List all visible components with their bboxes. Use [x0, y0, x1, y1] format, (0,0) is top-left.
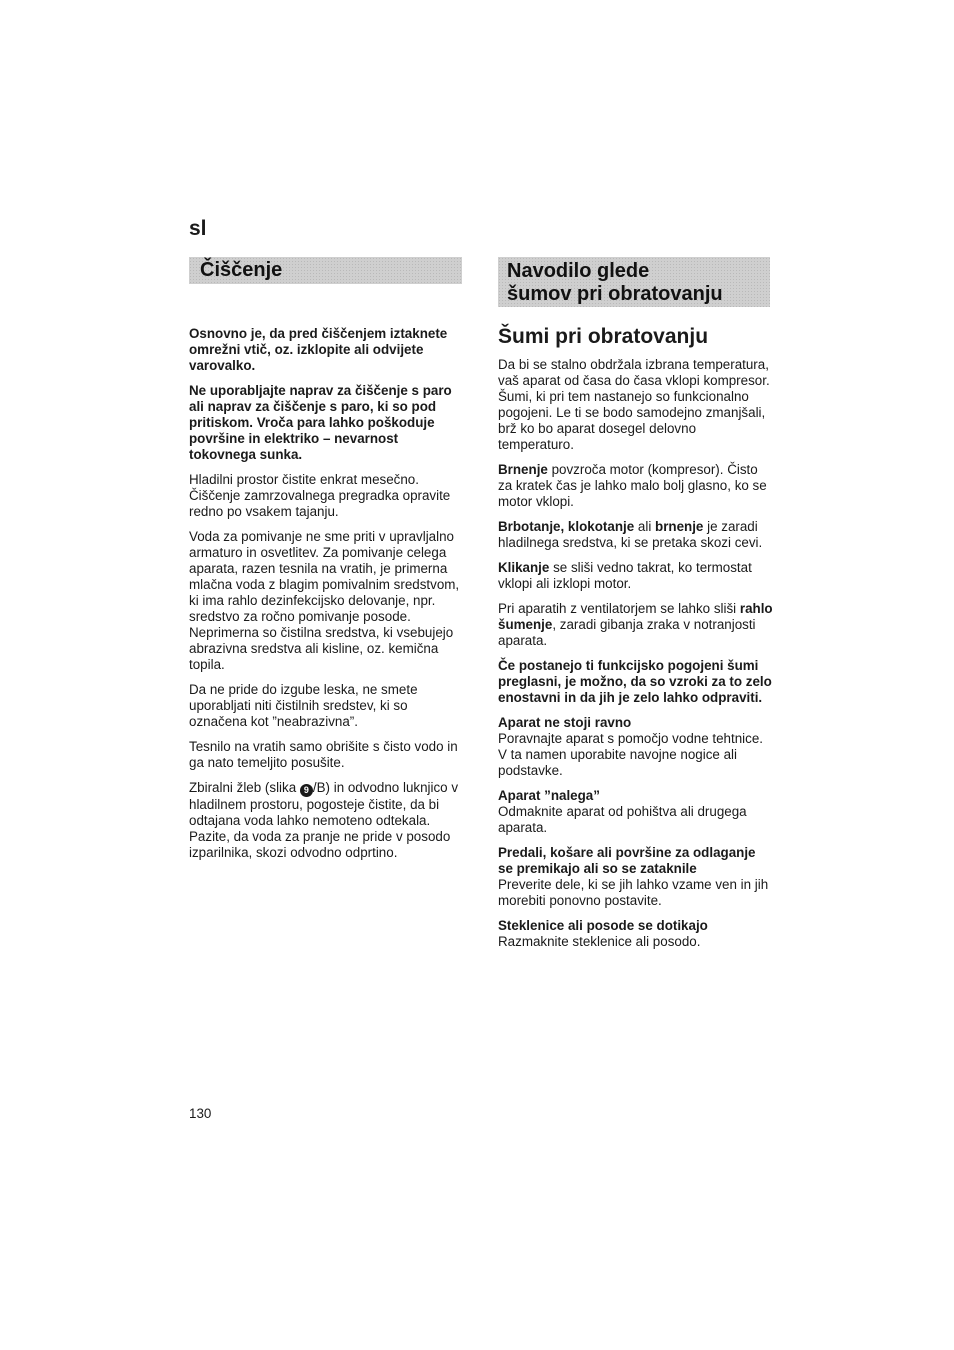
- subheading-operating-noise: Šumi pri obratovanju: [498, 325, 709, 348]
- section-heading-noise-line2: šumov pri obratovanju: [507, 283, 723, 305]
- cause-drawers: [498, 845, 773, 909]
- paragraph-gloss: Da ne pride do izgube leska, ne smete uporabljati niti čistilnih sredstev, ki so označena kot ”neabrazivna”.: [189, 682, 418, 729]
- cause-bottles: [498, 918, 773, 950]
- cause-title: Aparat ne stoji ravno: [498, 715, 632, 730]
- left-column: [189, 326, 464, 870]
- gurgling-text-1: ali: [634, 519, 656, 534]
- figure-number-icon: 9: [300, 784, 313, 797]
- warning-loud-noise: Če postanejo ti funkcijsko pogojeni šumi preglasni, je možno, da so vzroki za to zelo enostavni in da jih je zelo lahko odpraviti.: [498, 658, 772, 705]
- term-clicking: Klikanje: [498, 560, 550, 575]
- fan-text-1: Pri aparatih z ventilatorjem se lahko sliši: [498, 601, 740, 616]
- section-heading-noise: [498, 257, 770, 307]
- cause-title: Predali, košare ali površine za odlaganje se premikajo ali so se zataknile: [498, 845, 756, 876]
- cause-text: Poravnajte aparat s pomočjo vodne tehtnice. V ta namen uporabite navojne nogice ali podstavke.: [498, 731, 764, 778]
- cause-touching: [498, 788, 773, 836]
- term-gurgling: Brbotanje, klokotanje: [498, 519, 635, 534]
- paragraph-drain-channel: [189, 780, 464, 861]
- warning-unplug: Osnovno je, da pred čiščenjem iztaknete omrežni vtič, oz. izklopite ali odvijete varovalko.: [189, 326, 448, 373]
- right-column: [498, 324, 773, 959]
- term-rustling: rahlo šumenje: [498, 601, 773, 632]
- paragraph-gurgling: [498, 519, 773, 551]
- drain-text-post: /B) in odvodno luknjico v hladilnem prostoru, pogosteje čistite, da bi odtajana voda lahko nemoteno odtekala. Pazite, da voda za pranje ne pride v posodo izparilnika, skozi odvodno odprtino.: [189, 780, 459, 860]
- cause-not-level: [498, 715, 773, 779]
- cause-title: Steklenice ali posode se dotikajo: [498, 918, 708, 933]
- warning-steam-cleaner: Ne uporabljajte naprav za čiščenje s paro ali naprav za čiščenje s paro, ki so pod pritiskom. Vroča para lahko poškoduje površine in elektriko – nevarnost tokovnega sunka.: [189, 383, 452, 462]
- clicking-text: se sliši vedno takrat, ko termostat vklopi ali izklopi motor.: [498, 560, 752, 591]
- section-heading-cleaning: Čiščenje: [189, 257, 462, 284]
- cause-text: Razmaknite steklenice ali posodo.: [498, 934, 701, 949]
- cause-text: Odmaknite aparat od pohištva ali drugega aparata.: [498, 804, 747, 835]
- gurgling-text-2: je zaradi hladilnega sredstva, ki se pretaka skozi cevi.: [498, 519, 763, 550]
- paragraph-washing-water: Voda za pomivanje ne sme priti v upravljalno armaturo in osvetlitev. Za pomivanje celega aparata, razen tesnila na vratih, je primerna mlačna voda z blagim pomivalnim sredstvom, ki ima rahlo dezinfekcijsko delovanje, npr. sredstvo za ročno pomivanje posode. Neprimerna so čistilna sredstva, ki vsebujejo abrazivna sredstva ali kisline, oz. kemična topila.: [189, 529, 460, 672]
- paragraph-fan: [498, 601, 773, 649]
- humming-text: povzroča motor (kompresor). Čisto za kratek čas je lahko malo bolj glasno, ko se motor vklopi.: [498, 462, 767, 509]
- paragraph-clicking: [498, 560, 773, 592]
- section-heading-noise-line1: Navodilo glede: [507, 260, 650, 282]
- paragraph-door-seal: Tesnilo na vratih samo obrišite s čisto vodo in ga nato temeljito posušite.: [189, 739, 458, 770]
- paragraph-intro: Da bi se stalno obdržala izbrana temperatura, vaš aparat od časa do časa vklopi kompresor. Šumi, ki pri tem nastanejo so funkcionalno pogojeni. Le ti se bodo samodejno zmanjšali, brž ko bo aparat dosegel delovno temperaturo.: [498, 357, 770, 452]
- term-buzzing: brnenje: [655, 519, 704, 534]
- fan-text-2: , zaradi gibanja zraka v notranjosti aparata.: [498, 617, 756, 648]
- term-humming: Brnenje: [498, 462, 548, 477]
- page-number: 130: [189, 1106, 212, 1121]
- drain-text-pre: Zbiralni žleb (slika: [189, 780, 300, 795]
- paragraph-humming: [498, 462, 773, 510]
- language-code: sl: [189, 217, 207, 240]
- paragraph-cleaning-schedule: Hladilni prostor čistite enkrat mesečno. Čiščenje zamrzovalnega pregradka opravite redno po vsakem tajanju.: [189, 472, 451, 519]
- cause-text: Preverite dele, ki se jih lahko vzame ven in jih morebiti ponovno postavite.: [498, 877, 769, 908]
- cause-title: Aparat ”nalega”: [498, 788, 600, 803]
